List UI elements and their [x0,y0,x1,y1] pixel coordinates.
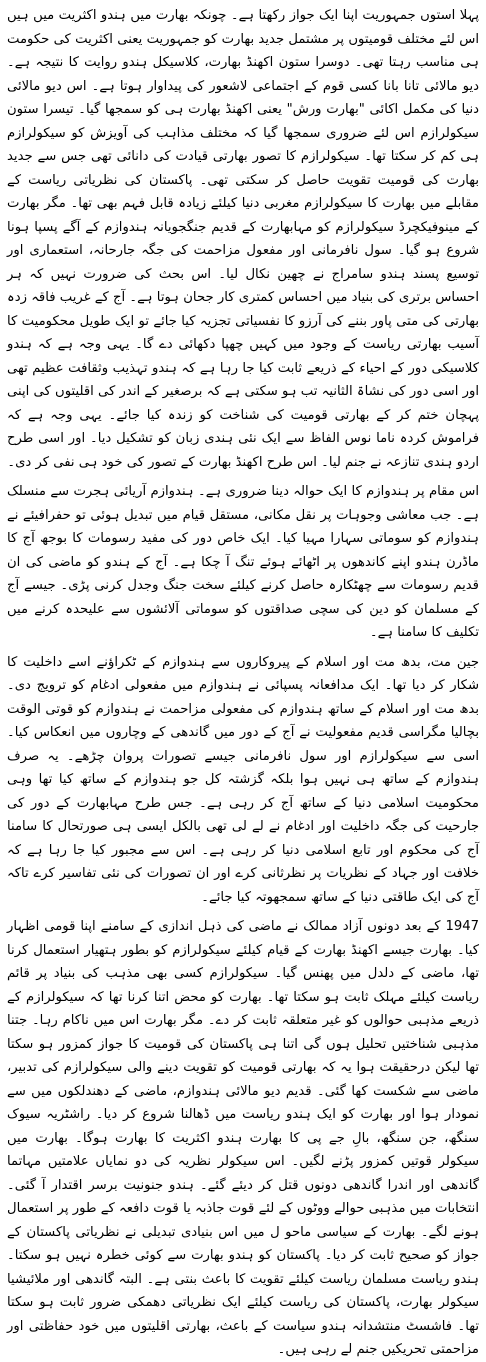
article-paragraph-4: 1947 کے بعد دونوں آزاد ممالک نے ماضی کی ذہل اندازی کے سامنے اپنا قومی اظہار کیا۔ بھارت جیسے اکھنڈ بھارت کے قیام کیلئے سیکولرازم کو بطور ہتھیار استعمال کرنا تھا، ماضی کے دلدل میں پھنس گیا۔ سیکولرازم کسی بھی مذہب کی بنیاد پر قائم ریاست کیلئے مہلک ثابت ہو سکتا تھا۔ بھارت کو محض اتنا کرنا تھا کہ سیکولرازم کے ذریعے مذہبی حوالوں کو غیر متعلقہ ثابت کر دے۔ مگر بھارت اس میں ناکام رہا۔ جتنا مذہبی شناختیں تحلیل ہوں گی اتنا ہی پاکستان کی قومیت کا جواز کمزور ہو سکتا تھا لیکن درحقیقت ہوا یہ کہ بھارتی قومیت کو تقویت دینے والی سیکولرازم کی تدبیر، ماضی سے شکست کھا گئی۔ قدیم دیو مالائی ہندوازم، ماضی کے دھندلکوں میں سے نمودار ہوا اور بھارت کو ایک ہندو ریاست میں ڈھالنا شروع کر دیا۔ راشٹریہ سیوک سنگھ، جن سنگھ، بالِ جے پی کا بھارت ہندو اکثریت کا بھارت ہوگا۔ بھارت میں سیکولر قوتیں کمزور پڑنے لگیں۔ اس سیکولر نظریہ کی دو نمایاں علامتیں مہاتما گاندھی اور اندرا گاندھی دونوں قتل کر دیئے گئے۔ ہندو جنونیت برسر اقتدار آ گئی۔ انتخابات میں مذہبی حوالے ووٹوں کے لئے قوت جاذبہ یا قوت دافعہ کے طور پر استعمال ہونے لگے۔ بھارت کے سیاسی ماحو ل میں اس بنیادی تبدیلی نے نظریاتی پاکستان کے جواز کو صحیح ثابت کر دیا۔ پاکستان کو ہندو بھارت سے کوئی خطرہ نہیں ہو سکتا۔ ہندو ریاست مسلمان ریاست کیلئے تقویت کا باعث بنتی ہے۔ البتہ گاندھی اور ملائیشیا سیکولر بھارت، پاکستان کی ریاست کیلئے ایک نظریاتی دھمکی ضرور ثابت ہو سکتا تھا۔ فاشسٹ منتشدانہ ہندو سیاست کے باعث، بھارتی اقلیتوں میں خود حفاظتی اور مزاحمتی تحریکیں جنم لے رہی ہیں۔ [7,919,479,1357]
article-paragraph-2: اس مقام پر ہندوازم کا ایک حوالہ دینا ضروری ہے۔ ہندوازم آریائی ہجرت سے منسلک ہے۔ جب معاشی وجوہات پر نقل مکانی، مستقل قیام میں تبدیل ہوئی تو حفرافیئے نے ہندوازم کو سوماتی سہارا مہیا کیا۔ ایک خاص دور کی مفید رسومات کا بوجھ آج کا ماڈرن ہندو اپنے کاندھوں پر اٹھائے ہوئے تنگ آ چکا ہے۔ آج کے ہندو کو ماضی کی ان قدیم رسومات سے چھٹکارہ حاصل کرنے کیلئے سخت جنگ وجدل کرنی پڑی۔ جیسے آج کے مسلمان کو دین کی سچی صداقتوں کو سوماتی آلائشوں سے علیحدہ کرنے میں تکلیف کا سامنا ہے۔ [7,484,479,640]
article-paragraph-1: پہلا استوں جمہوریت اپنا ایک جواز رکھتا ہے۔ چونکہ بھارت میں ہندو اکثریت میں ہیں اس لئے مختلف قومیتوں پر مشتمل جدید بھارت کو جمہوریت یعنی اکثریت کی حکومت ہی مناسب رہتا تھی۔ دوسرا ستون اکھنڈ بھارت، کلاسیکل ہندو روایت کا نتیجہ ہے۔ دیو مالائی تانا بانا کسی قوم کے اجتماعی لاشعور کی پیداوار ہوتا ہے۔ اس دیو مالائی دنیا کی مکمل اکائی "بھارت ورش" یعنی اکھنڈ بھارت ہی کو سمجھا گیا۔ تیسرا ستون سیکولرازم اس لئے ضروری سمجھا گیا کہ مختلف مذاہب کی آویزش کو سیکولرازم ہی کم کر سکتا تھا۔ سیکولرازم کا تصور بھارتی قیادت کی دانائی تھی جس سے جدید بھارت کی قومیت تقویت حاصل کر سکتی تھی۔ پاکستان کی نظریاتی ریاست کے مقابلے میں بھارت کا سیکولرازم مغربی دنیا کیلئے زیادہ قابل فہم بھی تھا۔ مگر بھارت کے مینوفیکچرڈ سیکولرازم کو مہابھارت کے قدیم جنگجویانہ ہندوازم کے آگے پسپا ہونا شروع ہو گیا۔ سول نافرمانی اور مفعول مزاحمت کی جگہ جارحانہ، استعماری اور توسیع پسند ہندو سامراج نے چھین نکال لیا۔ اس بحث کی ضرورت نہیں کہ ہر احساس برتری کی بنیاد میں احساس کمتری کار جحان ہوتا ہے۔ آج کے غریب فاقہ زدہ بھارتی کی متی پاور بننے کی آرزو کا نفسیاتی تجزیہ کیا جائے تو ایک طویل محکومیت کا آسیب بھارتی ریاست کے وجود میں کہیں چھپا دکھائی دے گا۔ یہی وجہ ہے کہ ہندو کلاسیکی دور کے احیاء کے ذریعے ثابت کیا جا رہا ہے کہ ہندو تہذیب وثقافت عظیم تھی اور اسی دور کی نشاۃ الثانیہ تب ہو سکتی ہے کہ برصغیر کے اندر کی اقلیتوں کی اپنی پہچان ختم کر کے بھارتی قومیت کی شناخت کو زندہ کیا جائے۔ یہی وجہ ہے کہ فراموش کردہ ناما نوس الفاظ سے ایک نئی ہندی زبان کو تشکیل دیا۔ اور اسی طرح اردو ہندی تنازعہ نے جنم لیا۔ اس طرح اکھنڈ بھارت کے تصور کی خود ہی نفی کر دی۔ [7,8,479,470]
article-paragraph-3: جین مت، بدھ مت اور اسلام کے پیروکاروں سے ہندوازم کے ٹکراؤنے اسے داخلیت کا شکار کر دیا تھا۔ ایک مدافعانہ پسپائی نے ہندوازم میں مفعولی ادغام کو ترویج دی۔ بدھ مت اور اسلام کے ساتھ ہندوازم کی مفعولی مزاحمت نے ہندوازم کو قوتی الوقت بچالیا مگراسی قدیم مفعولیت نے آج کے دور میں گاندھی کے وچاروں میں انعکاس کیا۔ اسی سے سیکولرازم اور سول نافرمانی جیسے تصورات پروان چڑھے۔ یہ صرف ہندوازم کے ساتھ ہی نہیں ہوا بلکہ گزشتہ کل جو ہندوازم کے ساتھ کیا تھا وہی محکومیت اسلامی دنیا کے ساتھ آج کر رہی ہے۔ جس طرح مہابھارت کے دور کی جارحیت کی جگہ داخلیت اور ادغام نے لے لی تھی بالکل ایسی ہی صورتحال کا سامنا آج کی محکوم اور تابع اسلامی دنیا کر رہی ہے۔ اس سے مجبور کیا جا رہا ہے کہ خلافت اور جہاد کے نظریات پر نظرثانی کرے اور ان تصورات کی نئی تفاسیر کرے تاکہ آج کی ایک طاقتی دنیا کے ساتھ سمجھوتہ کیا جائے۔ [7,654,479,905]
